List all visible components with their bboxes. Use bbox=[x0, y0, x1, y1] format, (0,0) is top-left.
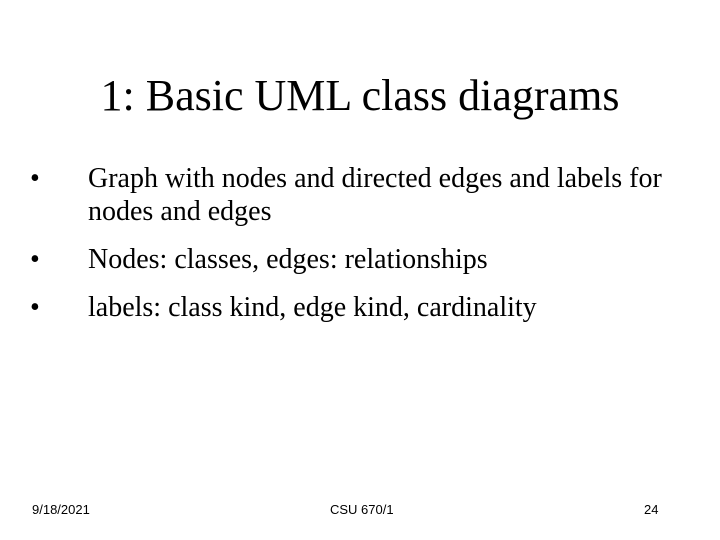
bullet-marker: • bbox=[30, 163, 40, 194]
bullet-text: Graph with nodes and directed edges and labels for nodes and edges bbox=[88, 163, 662, 227]
bullet-text: labels: class kind, edge kind, cardinality bbox=[88, 292, 537, 323]
footer-page-number: 24 bbox=[644, 502, 659, 517]
bullet-list bbox=[30, 162, 690, 339]
bullet-marker: • bbox=[30, 244, 40, 275]
bullet-marker: • bbox=[30, 292, 40, 323]
footer-date: 9/18/2021 bbox=[32, 502, 90, 517]
footer-course: CSU 670/1 bbox=[330, 502, 394, 517]
bullet-item bbox=[30, 162, 690, 228]
bullet-text: Nodes: classes, edges: relationships bbox=[88, 244, 488, 275]
bullet-item bbox=[30, 243, 690, 276]
slide-title: 1: Basic UML class diagrams bbox=[100, 71, 620, 120]
bullet-item bbox=[30, 291, 690, 324]
